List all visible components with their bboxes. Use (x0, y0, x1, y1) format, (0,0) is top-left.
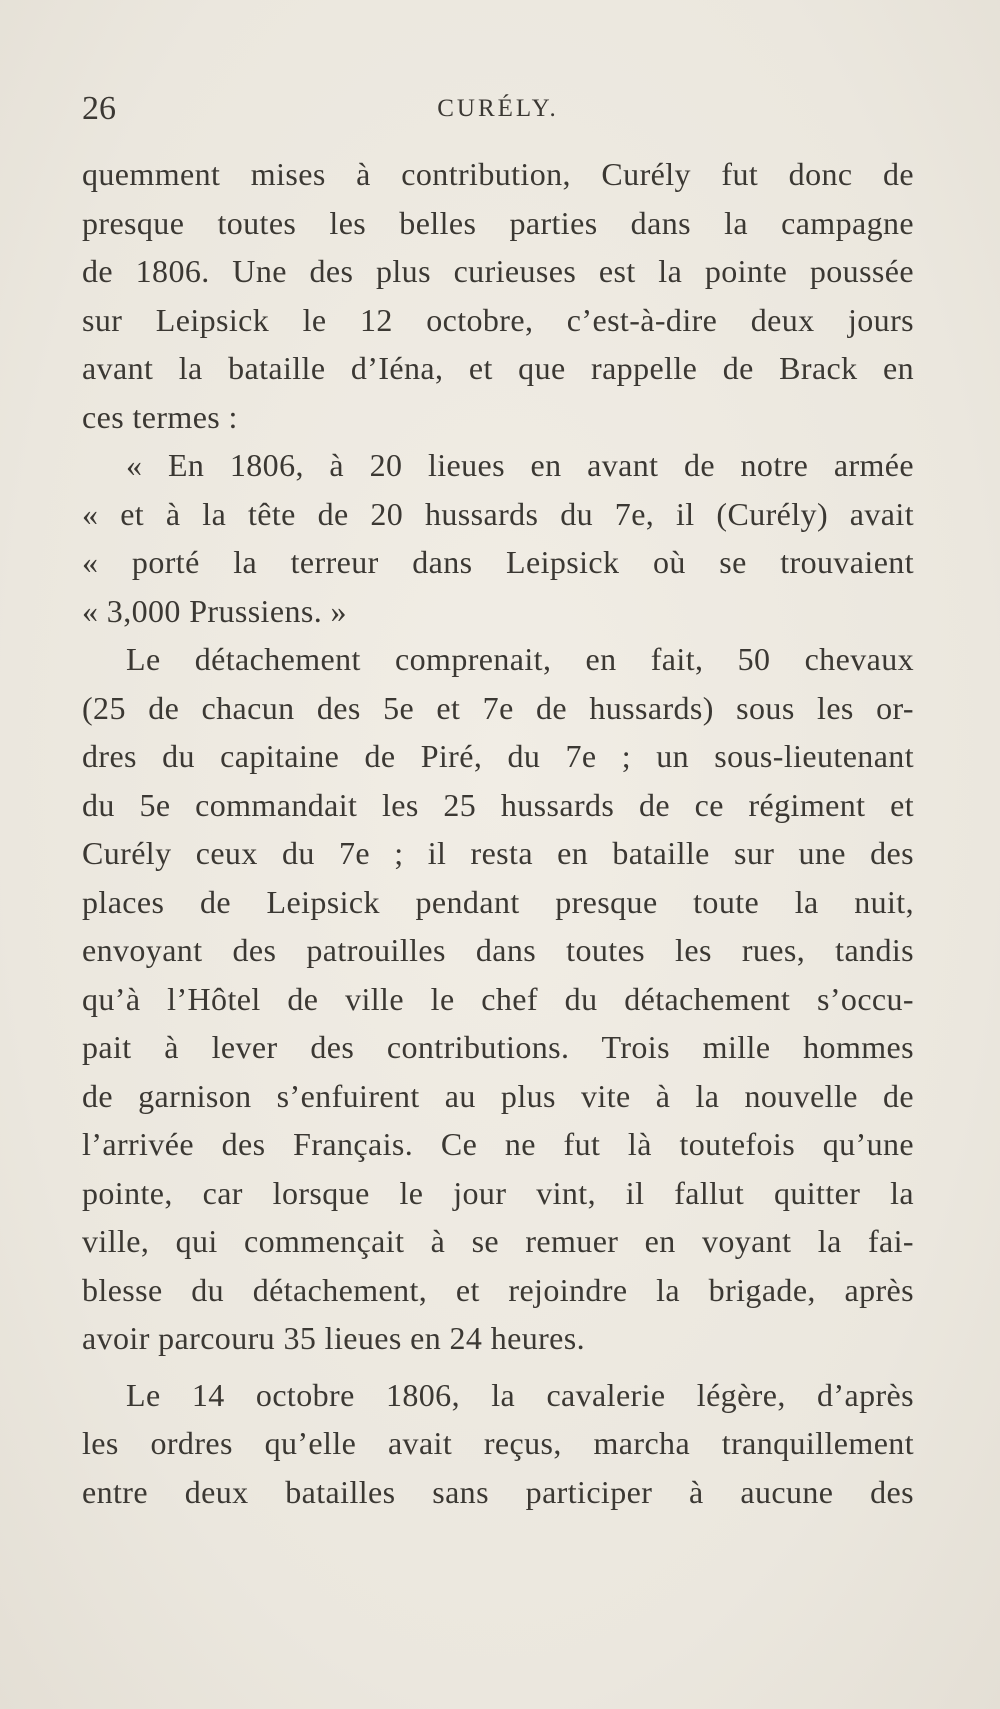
text-line: places de Leipsick pendant presque toute la nuit, (82, 883, 914, 920)
quote-line: « et à la tête de 20 hussards du 7e, il (Curély) avait (82, 495, 914, 532)
page-number: 26 (82, 90, 116, 127)
quote-line: « 3,000 Prussiens. » (82, 592, 347, 629)
text-line: l’arrivée des Français. Ce ne fut là toutefois qu’une (82, 1126, 914, 1162)
text-line: pait à lever des contributions. Trois mille hommes (82, 1029, 914, 1065)
text-line: ville, qui commençait à se remuer en voyant la fai- (82, 1223, 914, 1259)
body-text (82, 150, 914, 1516)
text-line: avant la bataille d’Iéna, et que rappelle de Brack en (82, 350, 914, 386)
text-line: de 1806. Une des plus curieuses est la pointe poussée (82, 253, 914, 289)
text-line: du 5e commandait les 25 hussards de ce régiment et (82, 786, 914, 823)
page-header (82, 84, 914, 134)
text-line: sur Leipsick le 12 octobre, c’est-à-dire deux jours (82, 301, 914, 338)
quote-line: « En 1806, à 20 lieues en avant de notre armée (126, 447, 914, 483)
text-line: (25 de chacun des 5e et 7e de hussards) sous les or- (82, 689, 914, 726)
text-line: presque toutes les belles parties dans la campagne (82, 204, 914, 241)
text-line: entre deux batailles sans participer à aucune des (82, 1473, 914, 1510)
text-line: de garnison s’enfuirent au plus vite à la nouvelle de (82, 1077, 914, 1114)
text-line: dres du capitaine de Piré, du 7e ; un sous-lieutenant (82, 738, 914, 774)
text-line: ces termes : (82, 398, 238, 435)
text-line: les ordres qu’elle avait reçus, marcha tranquillement (82, 1425, 914, 1461)
quote-line: « porté la terreur dans Leipsick où se trouvaient (82, 544, 914, 580)
text-line: Curély ceux du 7e ; il resta en bataille sur une des (82, 835, 914, 871)
text-line: envoyant des patrouilles dans toutes les rues, tandis (82, 932, 914, 968)
text-line: avoir parcouru 35 lieues en 24 heures. (82, 1320, 586, 1356)
text-line: quemment mises à contribution, Curély fut donc de (82, 156, 914, 192)
text-line: blesse du détachement, et rejoindre la brigade, après (82, 1271, 914, 1308)
text-line: Le détachement comprenait, en fait, 50 chevaux (126, 641, 914, 677)
text-line: qu’à l’Hôtel de ville le chef du détachement s’occu- (82, 980, 914, 1017)
text-line: Le 14 octobre 1806, la cavalerie légère, d’après (126, 1376, 914, 1413)
running-head: CURÉLY. (437, 95, 559, 122)
text-line: pointe, car lorsque le jour vint, il fallut quitter la (82, 1174, 914, 1211)
